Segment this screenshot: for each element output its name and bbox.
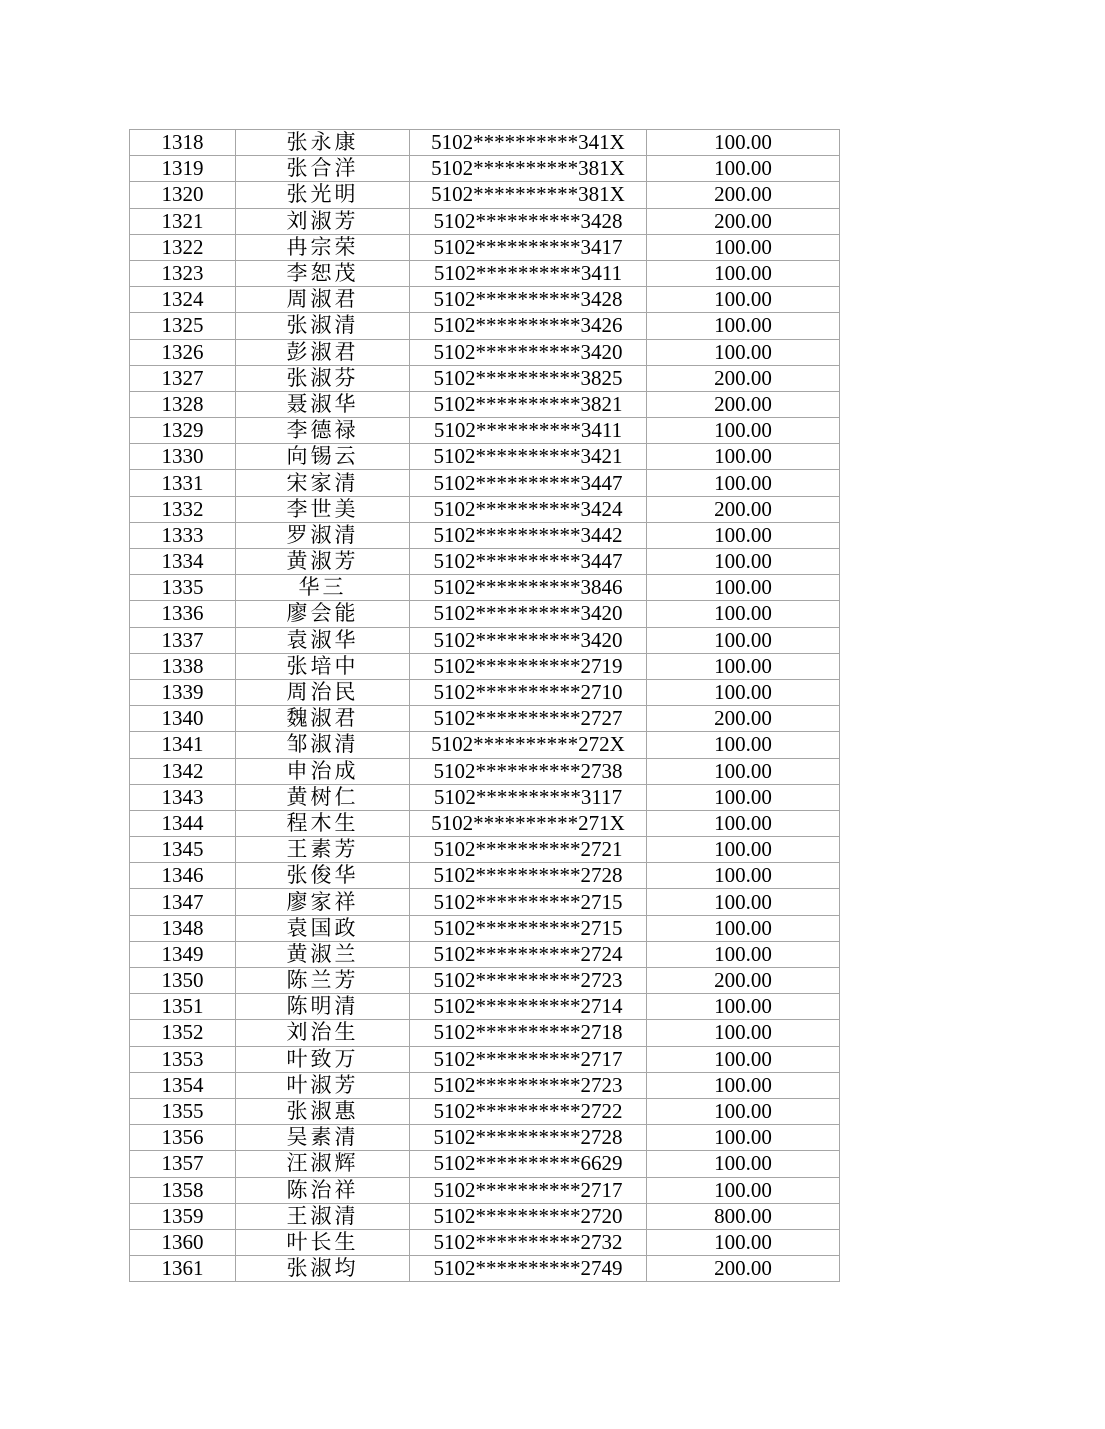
serial-number-cell: 1335 bbox=[130, 575, 236, 601]
amount-cell: 100.00 bbox=[647, 915, 840, 941]
name-cell: 张淑清 bbox=[236, 313, 410, 339]
id-number-cell: 5102**********3426 bbox=[410, 313, 647, 339]
serial-number-cell: 1333 bbox=[130, 522, 236, 548]
name-cell: 申治成 bbox=[236, 758, 410, 784]
table-row bbox=[130, 653, 840, 679]
id-number-cell: 5102**********271X bbox=[410, 810, 647, 836]
amount-cell: 100.00 bbox=[647, 784, 840, 810]
id-number-cell: 5102**********2749 bbox=[410, 1256, 647, 1282]
name-cell: 华三 bbox=[236, 575, 410, 601]
amount-cell: 100.00 bbox=[647, 1151, 840, 1177]
amount-cell: 100.00 bbox=[647, 1046, 840, 1072]
amount-cell: 100.00 bbox=[647, 732, 840, 758]
serial-number-cell: 1324 bbox=[130, 287, 236, 313]
table-row bbox=[130, 784, 840, 810]
amount-cell: 200.00 bbox=[647, 496, 840, 522]
id-number-cell: 5102**********2718 bbox=[410, 1020, 647, 1046]
table-row bbox=[130, 810, 840, 836]
name-cell: 冉宗荣 bbox=[236, 234, 410, 260]
amount-cell: 100.00 bbox=[647, 522, 840, 548]
table-row bbox=[130, 575, 840, 601]
serial-number-cell: 1351 bbox=[130, 994, 236, 1020]
amount-cell: 100.00 bbox=[647, 1125, 840, 1151]
table-row bbox=[130, 1020, 840, 1046]
serial-number-cell: 1352 bbox=[130, 1020, 236, 1046]
table-row bbox=[130, 601, 840, 627]
name-cell: 廖会能 bbox=[236, 601, 410, 627]
amount-cell: 200.00 bbox=[647, 182, 840, 208]
serial-number-cell: 1328 bbox=[130, 391, 236, 417]
table-row bbox=[130, 1203, 840, 1229]
name-cell: 王淑清 bbox=[236, 1203, 410, 1229]
amount-cell: 100.00 bbox=[647, 1020, 840, 1046]
amount-cell: 100.00 bbox=[647, 863, 840, 889]
name-cell: 黄淑芳 bbox=[236, 549, 410, 575]
id-number-cell: 5102**********3846 bbox=[410, 575, 647, 601]
table-row bbox=[130, 1151, 840, 1177]
name-cell: 陈兰芳 bbox=[236, 968, 410, 994]
name-cell: 聂淑华 bbox=[236, 391, 410, 417]
name-cell: 向锡云 bbox=[236, 444, 410, 470]
name-cell: 罗淑清 bbox=[236, 522, 410, 548]
id-number-cell: 5102**********2719 bbox=[410, 653, 647, 679]
name-cell: 汪淑辉 bbox=[236, 1151, 410, 1177]
table-row bbox=[130, 182, 840, 208]
id-number-cell: 5102**********3821 bbox=[410, 391, 647, 417]
id-number-cell: 5102**********2728 bbox=[410, 863, 647, 889]
id-number-cell: 5102**********2723 bbox=[410, 968, 647, 994]
id-number-cell: 5102**********2715 bbox=[410, 889, 647, 915]
name-cell: 刘治生 bbox=[236, 1020, 410, 1046]
table-row bbox=[130, 1046, 840, 1072]
name-cell: 陈明清 bbox=[236, 994, 410, 1020]
table-row bbox=[130, 208, 840, 234]
name-cell: 吴素清 bbox=[236, 1125, 410, 1151]
amount-cell: 100.00 bbox=[647, 1098, 840, 1124]
amount-cell: 100.00 bbox=[647, 837, 840, 863]
amount-cell: 100.00 bbox=[647, 601, 840, 627]
serial-number-cell: 1321 bbox=[130, 208, 236, 234]
id-number-cell: 5102**********3442 bbox=[410, 522, 647, 548]
table-row bbox=[130, 444, 840, 470]
table-row bbox=[130, 679, 840, 705]
amount-cell: 100.00 bbox=[647, 313, 840, 339]
id-number-cell: 5102**********2714 bbox=[410, 994, 647, 1020]
serial-number-cell: 1354 bbox=[130, 1072, 236, 1098]
amount-cell: 100.00 bbox=[647, 1229, 840, 1255]
name-cell: 邹淑清 bbox=[236, 732, 410, 758]
id-number-cell: 5102**********2724 bbox=[410, 941, 647, 967]
table-row bbox=[130, 313, 840, 339]
serial-number-cell: 1329 bbox=[130, 418, 236, 444]
amount-cell: 100.00 bbox=[647, 994, 840, 1020]
id-number-cell: 5102**********3447 bbox=[410, 549, 647, 575]
name-cell: 王素芳 bbox=[236, 837, 410, 863]
table-row bbox=[130, 156, 840, 182]
table-row bbox=[130, 130, 840, 156]
amount-cell: 100.00 bbox=[647, 260, 840, 286]
name-cell: 周治民 bbox=[236, 679, 410, 705]
table-row bbox=[130, 1072, 840, 1098]
serial-number-cell: 1319 bbox=[130, 156, 236, 182]
name-cell: 李世美 bbox=[236, 496, 410, 522]
serial-number-cell: 1326 bbox=[130, 339, 236, 365]
serial-number-cell: 1342 bbox=[130, 758, 236, 784]
id-number-cell: 5102**********2728 bbox=[410, 1125, 647, 1151]
id-number-cell: 5102**********2715 bbox=[410, 915, 647, 941]
name-cell: 袁国政 bbox=[236, 915, 410, 941]
table-row bbox=[130, 732, 840, 758]
id-number-cell: 5102**********2727 bbox=[410, 706, 647, 732]
table-row bbox=[130, 339, 840, 365]
table-row bbox=[130, 365, 840, 391]
name-cell: 袁淑华 bbox=[236, 627, 410, 653]
id-number-cell: 5102**********6629 bbox=[410, 1151, 647, 1177]
amount-cell: 100.00 bbox=[647, 627, 840, 653]
name-cell: 程木生 bbox=[236, 810, 410, 836]
name-cell: 黄树仁 bbox=[236, 784, 410, 810]
id-number-cell: 5102**********3117 bbox=[410, 784, 647, 810]
serial-number-cell: 1356 bbox=[130, 1125, 236, 1151]
serial-number-cell: 1336 bbox=[130, 601, 236, 627]
serial-number-cell: 1353 bbox=[130, 1046, 236, 1072]
serial-number-cell: 1357 bbox=[130, 1151, 236, 1177]
name-cell: 黄淑兰 bbox=[236, 941, 410, 967]
serial-number-cell: 1349 bbox=[130, 941, 236, 967]
name-cell: 张俊华 bbox=[236, 863, 410, 889]
id-number-cell: 5102**********3417 bbox=[410, 234, 647, 260]
table-row bbox=[130, 1098, 840, 1124]
id-number-cell: 5102**********3420 bbox=[410, 601, 647, 627]
id-number-cell: 5102**********381X bbox=[410, 156, 647, 182]
name-cell: 李恕茂 bbox=[236, 260, 410, 286]
amount-cell: 100.00 bbox=[647, 679, 840, 705]
id-number-cell: 5102**********2722 bbox=[410, 1098, 647, 1124]
table-row bbox=[130, 418, 840, 444]
id-number-cell: 5102**********3420 bbox=[410, 339, 647, 365]
table-row bbox=[130, 1177, 840, 1203]
table-row bbox=[130, 1256, 840, 1282]
table-row bbox=[130, 941, 840, 967]
serial-number-cell: 1334 bbox=[130, 549, 236, 575]
amount-cell: 100.00 bbox=[647, 653, 840, 679]
amount-cell: 100.00 bbox=[647, 1072, 840, 1098]
amount-cell: 200.00 bbox=[647, 968, 840, 994]
id-number-cell: 5102**********381X bbox=[410, 182, 647, 208]
name-cell: 李德禄 bbox=[236, 418, 410, 444]
table-row bbox=[130, 627, 840, 653]
amount-cell: 100.00 bbox=[647, 130, 840, 156]
records-table-body bbox=[130, 130, 840, 1282]
amount-cell: 100.00 bbox=[647, 339, 840, 365]
serial-number-cell: 1346 bbox=[130, 863, 236, 889]
name-cell: 张淑惠 bbox=[236, 1098, 410, 1124]
serial-number-cell: 1332 bbox=[130, 496, 236, 522]
name-cell: 张淑均 bbox=[236, 1256, 410, 1282]
amount-cell: 100.00 bbox=[647, 418, 840, 444]
serial-number-cell: 1340 bbox=[130, 706, 236, 732]
table-row bbox=[130, 549, 840, 575]
id-number-cell: 5102**********2717 bbox=[410, 1177, 647, 1203]
serial-number-cell: 1318 bbox=[130, 130, 236, 156]
serial-number-cell: 1341 bbox=[130, 732, 236, 758]
serial-number-cell: 1331 bbox=[130, 470, 236, 496]
amount-cell: 100.00 bbox=[647, 156, 840, 182]
serial-number-cell: 1355 bbox=[130, 1098, 236, 1124]
serial-number-cell: 1360 bbox=[130, 1229, 236, 1255]
id-number-cell: 5102**********2720 bbox=[410, 1203, 647, 1229]
name-cell: 张合洋 bbox=[236, 156, 410, 182]
table-row bbox=[130, 1125, 840, 1151]
name-cell: 陈治祥 bbox=[236, 1177, 410, 1203]
id-number-cell: 5102**********3411 bbox=[410, 418, 647, 444]
name-cell: 叶致万 bbox=[236, 1046, 410, 1072]
table-row bbox=[130, 234, 840, 260]
name-cell: 叶淑芳 bbox=[236, 1072, 410, 1098]
serial-number-cell: 1320 bbox=[130, 182, 236, 208]
amount-cell: 100.00 bbox=[647, 941, 840, 967]
id-number-cell: 5102**********3447 bbox=[410, 470, 647, 496]
table-row bbox=[130, 287, 840, 313]
serial-number-cell: 1330 bbox=[130, 444, 236, 470]
amount-cell: 100.00 bbox=[647, 810, 840, 836]
serial-number-cell: 1350 bbox=[130, 968, 236, 994]
name-cell: 张培中 bbox=[236, 653, 410, 679]
serial-number-cell: 1322 bbox=[130, 234, 236, 260]
records-table bbox=[129, 129, 840, 1282]
amount-cell: 200.00 bbox=[647, 365, 840, 391]
serial-number-cell: 1348 bbox=[130, 915, 236, 941]
table-row bbox=[130, 522, 840, 548]
table-row bbox=[130, 470, 840, 496]
table-row bbox=[130, 706, 840, 732]
id-number-cell: 5102**********2738 bbox=[410, 758, 647, 784]
table-row bbox=[130, 915, 840, 941]
id-number-cell: 5102**********3825 bbox=[410, 365, 647, 391]
id-number-cell: 5102**********2721 bbox=[410, 837, 647, 863]
amount-cell: 100.00 bbox=[647, 444, 840, 470]
id-number-cell: 5102**********2710 bbox=[410, 679, 647, 705]
serial-number-cell: 1338 bbox=[130, 653, 236, 679]
amount-cell: 100.00 bbox=[647, 234, 840, 260]
id-number-cell: 5102**********3424 bbox=[410, 496, 647, 522]
amount-cell: 200.00 bbox=[647, 391, 840, 417]
serial-number-cell: 1358 bbox=[130, 1177, 236, 1203]
id-number-cell: 5102**********2723 bbox=[410, 1072, 647, 1098]
table-row bbox=[130, 968, 840, 994]
serial-number-cell: 1323 bbox=[130, 260, 236, 286]
amount-cell: 100.00 bbox=[647, 1177, 840, 1203]
amount-cell: 100.00 bbox=[647, 889, 840, 915]
table-row bbox=[130, 889, 840, 915]
id-number-cell: 5102**********2732 bbox=[410, 1229, 647, 1255]
table-row bbox=[130, 260, 840, 286]
table-row bbox=[130, 1229, 840, 1255]
id-number-cell: 5102**********3411 bbox=[410, 260, 647, 286]
amount-cell: 800.00 bbox=[647, 1203, 840, 1229]
name-cell: 张淑芬 bbox=[236, 365, 410, 391]
table-row bbox=[130, 496, 840, 522]
table-row bbox=[130, 391, 840, 417]
id-number-cell: 5102**********341X bbox=[410, 130, 647, 156]
name-cell: 张光明 bbox=[236, 182, 410, 208]
serial-number-cell: 1347 bbox=[130, 889, 236, 915]
serial-number-cell: 1344 bbox=[130, 810, 236, 836]
name-cell: 廖家祥 bbox=[236, 889, 410, 915]
id-number-cell: 5102**********3420 bbox=[410, 627, 647, 653]
id-number-cell: 5102**********3428 bbox=[410, 287, 647, 313]
serial-number-cell: 1339 bbox=[130, 679, 236, 705]
id-number-cell: 5102**********3421 bbox=[410, 444, 647, 470]
table-row bbox=[130, 758, 840, 784]
name-cell: 张永康 bbox=[236, 130, 410, 156]
name-cell: 宋家清 bbox=[236, 470, 410, 496]
amount-cell: 200.00 bbox=[647, 208, 840, 234]
id-number-cell: 5102**********2717 bbox=[410, 1046, 647, 1072]
serial-number-cell: 1345 bbox=[130, 837, 236, 863]
amount-cell: 100.00 bbox=[647, 549, 840, 575]
serial-number-cell: 1325 bbox=[130, 313, 236, 339]
serial-number-cell: 1343 bbox=[130, 784, 236, 810]
table-row bbox=[130, 994, 840, 1020]
amount-cell: 100.00 bbox=[647, 758, 840, 784]
amount-cell: 200.00 bbox=[647, 1256, 840, 1282]
serial-number-cell: 1327 bbox=[130, 365, 236, 391]
id-number-cell: 5102**********3428 bbox=[410, 208, 647, 234]
name-cell: 叶长生 bbox=[236, 1229, 410, 1255]
name-cell: 刘淑芳 bbox=[236, 208, 410, 234]
table-row bbox=[130, 863, 840, 889]
id-number-cell: 5102**********272X bbox=[410, 732, 647, 758]
amount-cell: 100.00 bbox=[647, 287, 840, 313]
name-cell: 周淑君 bbox=[236, 287, 410, 313]
serial-number-cell: 1361 bbox=[130, 1256, 236, 1282]
amount-cell: 100.00 bbox=[647, 575, 840, 601]
name-cell: 魏淑君 bbox=[236, 706, 410, 732]
name-cell: 彭淑君 bbox=[236, 339, 410, 365]
table-row bbox=[130, 837, 840, 863]
amount-cell: 200.00 bbox=[647, 706, 840, 732]
serial-number-cell: 1337 bbox=[130, 627, 236, 653]
amount-cell: 100.00 bbox=[647, 470, 840, 496]
serial-number-cell: 1359 bbox=[130, 1203, 236, 1229]
